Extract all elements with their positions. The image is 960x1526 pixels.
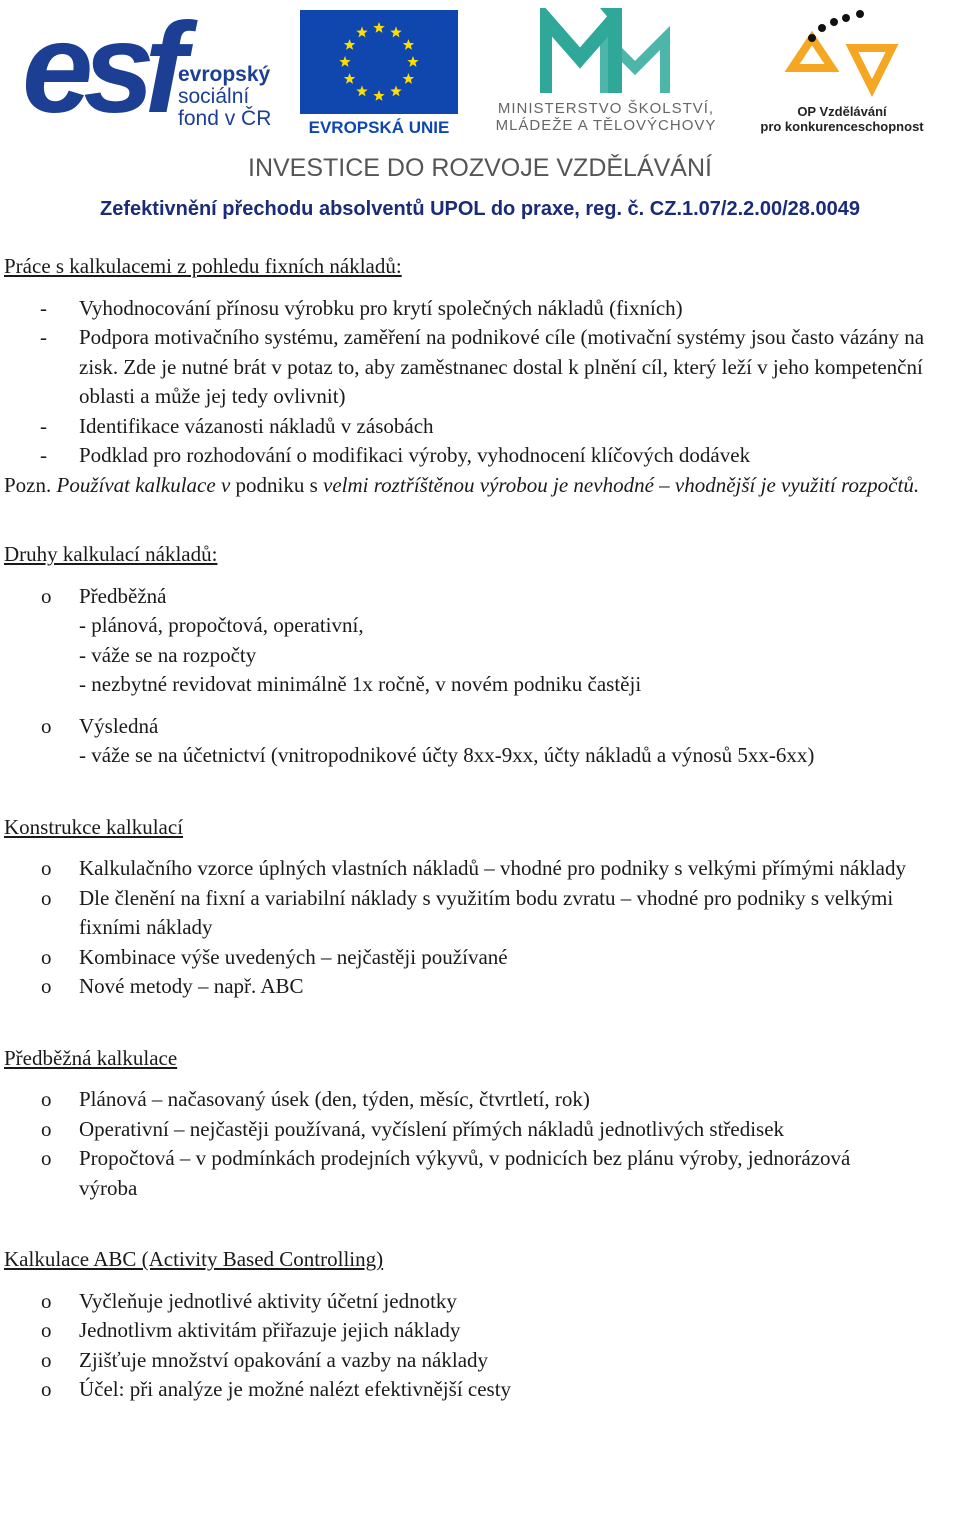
msmt-text — [470, 100, 742, 134]
calc-type-line: - váže se na účetnictví (vnitropodnikové účty 8xx-9xx, účty nákladů a výnosů 5xx-6xx) — [79, 743, 815, 767]
eu-logo — [300, 10, 458, 138]
list-item: o Nové metody – např. ABC — [4, 972, 958, 1002]
eu-flag-icon — [300, 10, 458, 114]
note-prefix: Pozn. — [4, 472, 57, 497]
esf-logo-text — [178, 64, 271, 130]
note-part-1: Používat kalkulace v — [56, 472, 236, 497]
document-body — [4, 252, 958, 1405]
list-item: - Identifikace vázanosti nákladů v zásobách — [4, 412, 958, 442]
calc-type-title: o Výsledná — [79, 713, 159, 738]
section-heading-abc: Kalkulace ABC (Activity Based Controlling) — [4, 1247, 384, 1271]
list-item: o Jednotlivm aktivitám přiřazuje jejich náklady — [4, 1316, 958, 1346]
list-item: o Zjišťuje množství opakování a vazby na náklady — [4, 1346, 958, 1376]
eu-caption: EVROPSKÁ UNIE — [308, 118, 450, 137]
msmt-line-1: MINISTERSTVO ŠKOLSTVÍ, — [497, 100, 715, 117]
note-part-3: velmi roztříštěnou výrobou je nevhodné – vhodnější je využití rozpočtů. — [323, 472, 920, 497]
op-mark-icon — [782, 8, 902, 103]
list-item: o Propočtová – v podmínkách prodejních výkyvů, v podnicích bez plánu výroby, jednorázová výroba — [4, 1144, 958, 1203]
list-item: - Vyhodnocování přínosu výrobku pro krytí společných nákladů (fixních) — [4, 294, 958, 324]
abc-list — [4, 1287, 958, 1405]
project-subtitle: Zefektivnění přechodu absolventů UPOL do praxe, reg. č. CZ.1.07/2.2.00/28.0049 — [100, 198, 860, 220]
list-item: o Operativní – nejčastěji používaná, vyčíslení přímých nákladů jednotlivých středisek — [4, 1115, 958, 1145]
op-logo — [752, 8, 932, 138]
note-paragraph — [4, 471, 958, 501]
list-item: o Plánová – načasovaný úsek (den, týden, měsíc, čtvrtletí, rok) — [4, 1085, 958, 1115]
fixed-costs-list — [4, 294, 958, 471]
calc-types-list — [4, 582, 958, 771]
msmt-mark-icon — [540, 8, 680, 98]
msmt-logo — [470, 8, 742, 138]
msmt-line-2: MLÁDEŽE A TĚLOVÝCHOVY — [495, 117, 717, 134]
list-item: o Kombinace výše uvedených – nejčastěji používané — [4, 943, 958, 973]
op-line-2: pro konkurenceschopnost — [760, 119, 924, 134]
note-part-2: podniku s — [235, 472, 324, 497]
section-heading-construction: Konstrukce kalkulací — [4, 814, 184, 839]
calc-type-line: - nezbytné revidovat minimálně 1x ročně, v novém podniku častěji — [79, 672, 642, 696]
section-heading-preliminary: Předběžná kalkulace — [4, 1045, 178, 1070]
esf-line-2: sociální — [178, 85, 250, 108]
esf-logo-mark: esf — [22, 0, 177, 140]
esf-line-1: evropský — [178, 63, 271, 86]
investice-banner: INVESTICE DO ROZVOJE VZDĚLÁVÁNÍ — [248, 154, 712, 182]
construction-list — [4, 854, 958, 1002]
calc-type-line: - plánová, propočtová, operativní, — [79, 613, 364, 637]
logo-row — [0, 0, 960, 150]
calc-type-line: - váže se na rozpočty — [79, 642, 257, 667]
op-line-1: OP Vzdělávání — [797, 104, 887, 119]
list-item: o Vyčleňuje jednotlivé aktivity účetní jednotky — [4, 1287, 958, 1317]
list-item: - Podklad pro rozhodování o modifikaci výroby, vyhodnocení klíčových dodávek — [4, 441, 958, 471]
section-heading-calc-types: Druhy kalkulací nákladů: — [4, 542, 218, 566]
esf-line-3: fond v ČR — [178, 107, 272, 130]
preliminary-list — [4, 1085, 958, 1203]
list-item: o Dle členění na fixní a variabilní náklady s využitím bodu zvratu – vhodné pro podniky s velkými fixními náklady — [4, 884, 958, 943]
list-item: - Podpora motivačního systému, zaměření na podnikové cíle (motivační systémy jsou často vázány na zisk. Zde je nutné brát v potaz to, aby zaměstnanec dostal k plnění cíl, který leží v jeho kompetenční oblasti a může jej tedy ovlivnit) — [4, 323, 958, 412]
list-item: o Kalkulačního vzorce úplných vlastních nákladů – vhodné pro podniky s velkými přímými náklady — [4, 854, 958, 884]
list-item — [4, 582, 958, 700]
esf-logo — [22, 0, 292, 140]
section-heading-fixed-costs: Práce s kalkulacemi z pohledu fixních nákladů: — [4, 254, 402, 278]
calc-type-title: o Předběžná — [79, 583, 167, 608]
list-item: o Účel: při analýze je možné nalézt efektivnější cesty — [4, 1375, 958, 1405]
op-text — [752, 104, 932, 134]
list-item — [4, 712, 958, 771]
